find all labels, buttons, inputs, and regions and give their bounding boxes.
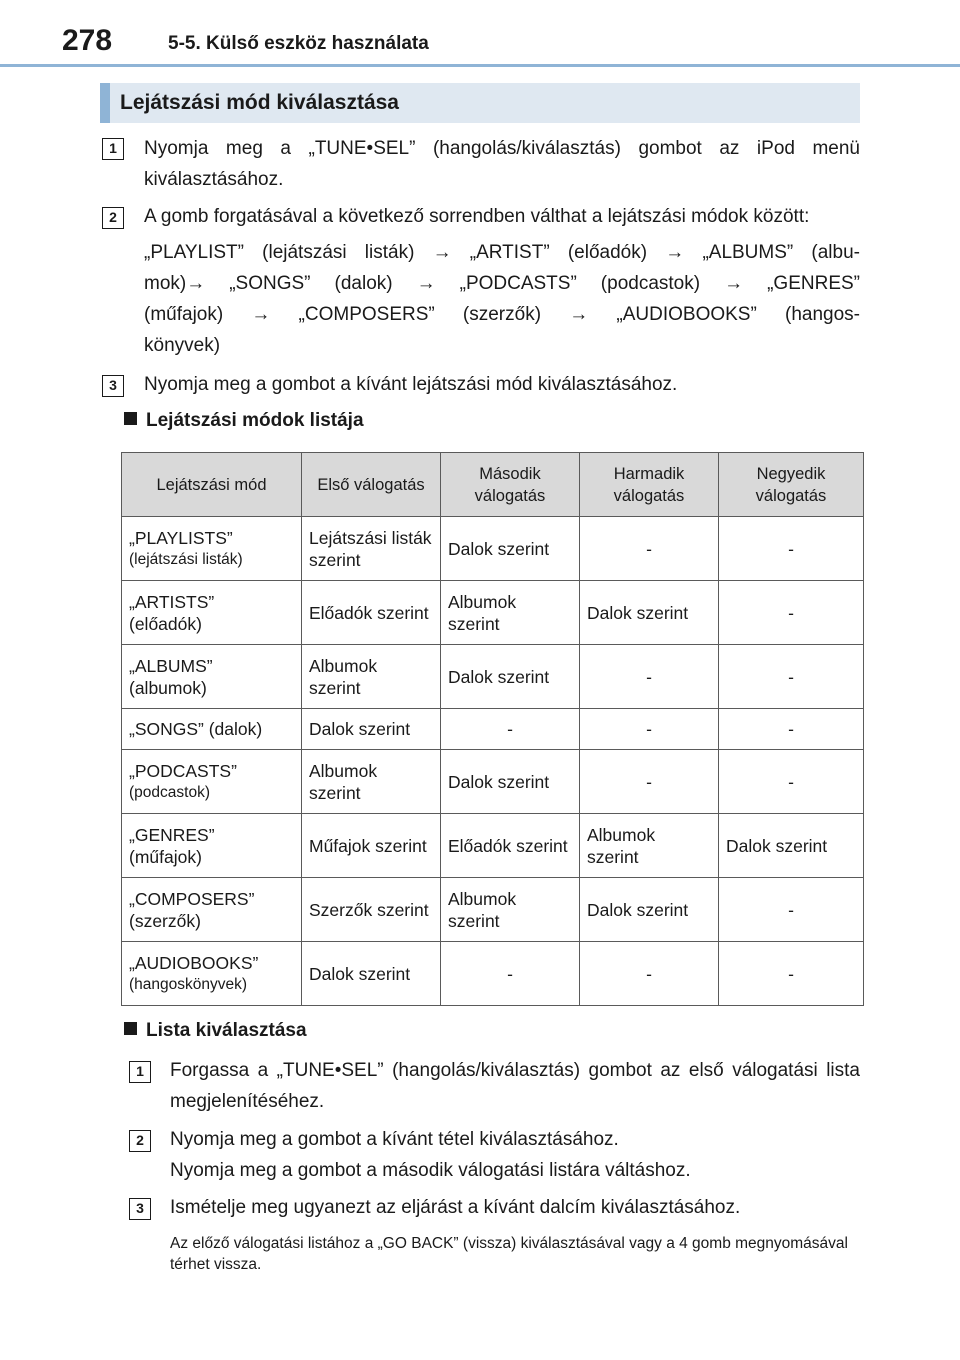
mode-name: „COMPOSERS” (129, 888, 255, 909)
table-header-cell: Harmadik válogatás (580, 453, 719, 517)
sequence-line: (műfajok) → „COMPOSERS” (szerzők) → „AUDIOBOOKS” (hangos- (144, 304, 860, 325)
table-cell: - (719, 878, 864, 942)
table-cell: - (719, 645, 864, 709)
table-row (122, 942, 864, 1006)
mode-name: „AUDIOBOOKS” (129, 952, 259, 973)
table-cell: Albumok szerint (302, 750, 441, 814)
sequence-line: mok)→ „SONGS” (dalok) → „PODCASTS” (podcastok) → „GENRES” (144, 273, 860, 294)
sequence-line: „PLAYLIST” (lejátszási listák) → „ARTIST” (előadók) → „ALBUMS” (albu- (144, 242, 860, 263)
mode-name: „PODCASTS” (129, 760, 237, 781)
step-number: 2 (102, 207, 124, 229)
step-text: Nyomja meg a gombot a kívánt tétel kiválasztásához. (170, 1129, 619, 1150)
mode-cell (122, 814, 302, 878)
step-text: Nyomja meg a gombot a második válogatási listára váltáshoz. (170, 1160, 691, 1181)
modes-list-title-text: Lejátszási módok listája (146, 410, 364, 431)
table-cell: - (580, 517, 719, 581)
section-title: 5-5. Külső eszköz használata (168, 33, 429, 54)
sequence-line: könyvek) (144, 335, 221, 356)
table-header-cell: Első válogatás (302, 453, 441, 517)
step-number: 2 (129, 1130, 151, 1152)
mode-subtitle: (albumok) (129, 677, 207, 698)
table-cell: - (719, 581, 864, 645)
table-row (122, 517, 864, 581)
square-bullet-icon (124, 1022, 137, 1035)
table-row (122, 750, 864, 814)
table-row (122, 814, 864, 878)
table-cell: Lejátszási listák szerint (302, 517, 441, 581)
table-cell: - (580, 750, 719, 814)
table-cell: Albumok szerint (441, 581, 580, 645)
step-number: 3 (102, 375, 124, 397)
table-cell: Előadók szerint (441, 814, 580, 878)
table-cell: Dalok szerint (580, 581, 719, 645)
square-bullet-icon (124, 412, 137, 425)
table-cell: Dalok szerint (719, 814, 864, 878)
mode-name: „PLAYLISTS” (129, 527, 233, 548)
mode-name: „ARTISTS” (129, 591, 215, 612)
table-cell: - (580, 645, 719, 709)
heading-title: Lejátszási mód kiválasztása (120, 91, 399, 114)
heading-bar (100, 83, 860, 123)
step-text: Forgassa a „TUNE•SEL” (hangolás/kiválasztás) gombot az első válogatási lista megjelenítéséhez. (170, 1060, 860, 1112)
mode-cell (122, 581, 302, 645)
mode-subtitle: (szerzők) (129, 910, 201, 931)
mode-cell (122, 645, 302, 709)
table-cell: Albumok szerint (302, 645, 441, 709)
table-cell: Dalok szerint (302, 942, 441, 1006)
header-rule (0, 64, 960, 67)
mode-name: „SONGS” (dalok) (129, 719, 263, 739)
table-cell: - (580, 942, 719, 1006)
table-cell: - (719, 709, 864, 750)
mode-subtitle: (műfajok) (129, 846, 202, 867)
table-cell: - (719, 517, 864, 581)
table-row (122, 709, 864, 750)
table-cell: Dalok szerint (580, 878, 719, 942)
step-text: Ismételje meg ugyanezt az eljárást a kívánt dalcím kiválasztásához. (170, 1197, 741, 1218)
table-cell: Dalok szerint (302, 709, 441, 750)
table-cell: Előadók szerint (302, 581, 441, 645)
table-header-cell: Lejátszási mód (122, 453, 302, 517)
table-row (122, 645, 864, 709)
step-number: 1 (102, 138, 124, 160)
table-header-cell: Második válogatás (441, 453, 580, 517)
table-cell: Albumok szerint (441, 878, 580, 942)
modes-table (121, 452, 864, 1006)
mode-subtitle: (hangoskönyvek) (129, 975, 248, 993)
step-text: Nyomja meg a „TUNE•SEL” (hangolás/kiválasztás) gombot az iPod menü kiválasztásához. (144, 138, 860, 190)
table-row (122, 581, 864, 645)
table-cell: - (719, 750, 864, 814)
step-number: 3 (129, 1198, 151, 1220)
table-cell: - (719, 942, 864, 1006)
step-text: A gomb forgatásával a következő sorrendben válthat a lejátszási módok között: (144, 206, 810, 227)
table-cell: Albumok szerint (580, 814, 719, 878)
note-text: Az előző válogatási listához a „GO BACK” (vissza) kiválasztásával vagy a 4 gomb megnyomásával térhet vissza. (170, 1235, 848, 1273)
mode-cell (122, 517, 302, 581)
table-cell: Dalok szerint (441, 750, 580, 814)
table-cell: Szerzők szerint (302, 878, 441, 942)
table-cell: - (580, 709, 719, 750)
mode-subtitle: (előadók) (129, 613, 202, 634)
table-cell: - (441, 942, 580, 1006)
list-select-title-text: Lista kiválasztása (146, 1020, 307, 1041)
table-cell: Műfajok szerint (302, 814, 441, 878)
table-row (122, 878, 864, 942)
mode-cell (122, 878, 302, 942)
mode-cell (122, 942, 302, 1006)
list-select-title (124, 1020, 307, 1042)
table-cell: - (441, 709, 580, 750)
mode-subtitle: (podcastok) (129, 783, 210, 801)
page-number: 278 (62, 24, 113, 57)
mode-cell (122, 750, 302, 814)
mode-cell (122, 709, 302, 750)
table-header-row (122, 453, 864, 517)
step-number: 1 (129, 1061, 151, 1083)
mode-name: „ALBUMS” (129, 655, 213, 676)
table-header-cell: Negyedik válogatás (719, 453, 864, 517)
table-cell: Dalok szerint (441, 517, 580, 581)
mode-name: „GENRES” (129, 824, 215, 845)
step-text: Nyomja meg a gombot a kívánt lejátszási mód kiválasztásához. (144, 374, 678, 395)
mode-subtitle: (lejátszási listák) (129, 550, 243, 568)
table-cell: Dalok szerint (441, 645, 580, 709)
modes-list-title (124, 410, 364, 432)
